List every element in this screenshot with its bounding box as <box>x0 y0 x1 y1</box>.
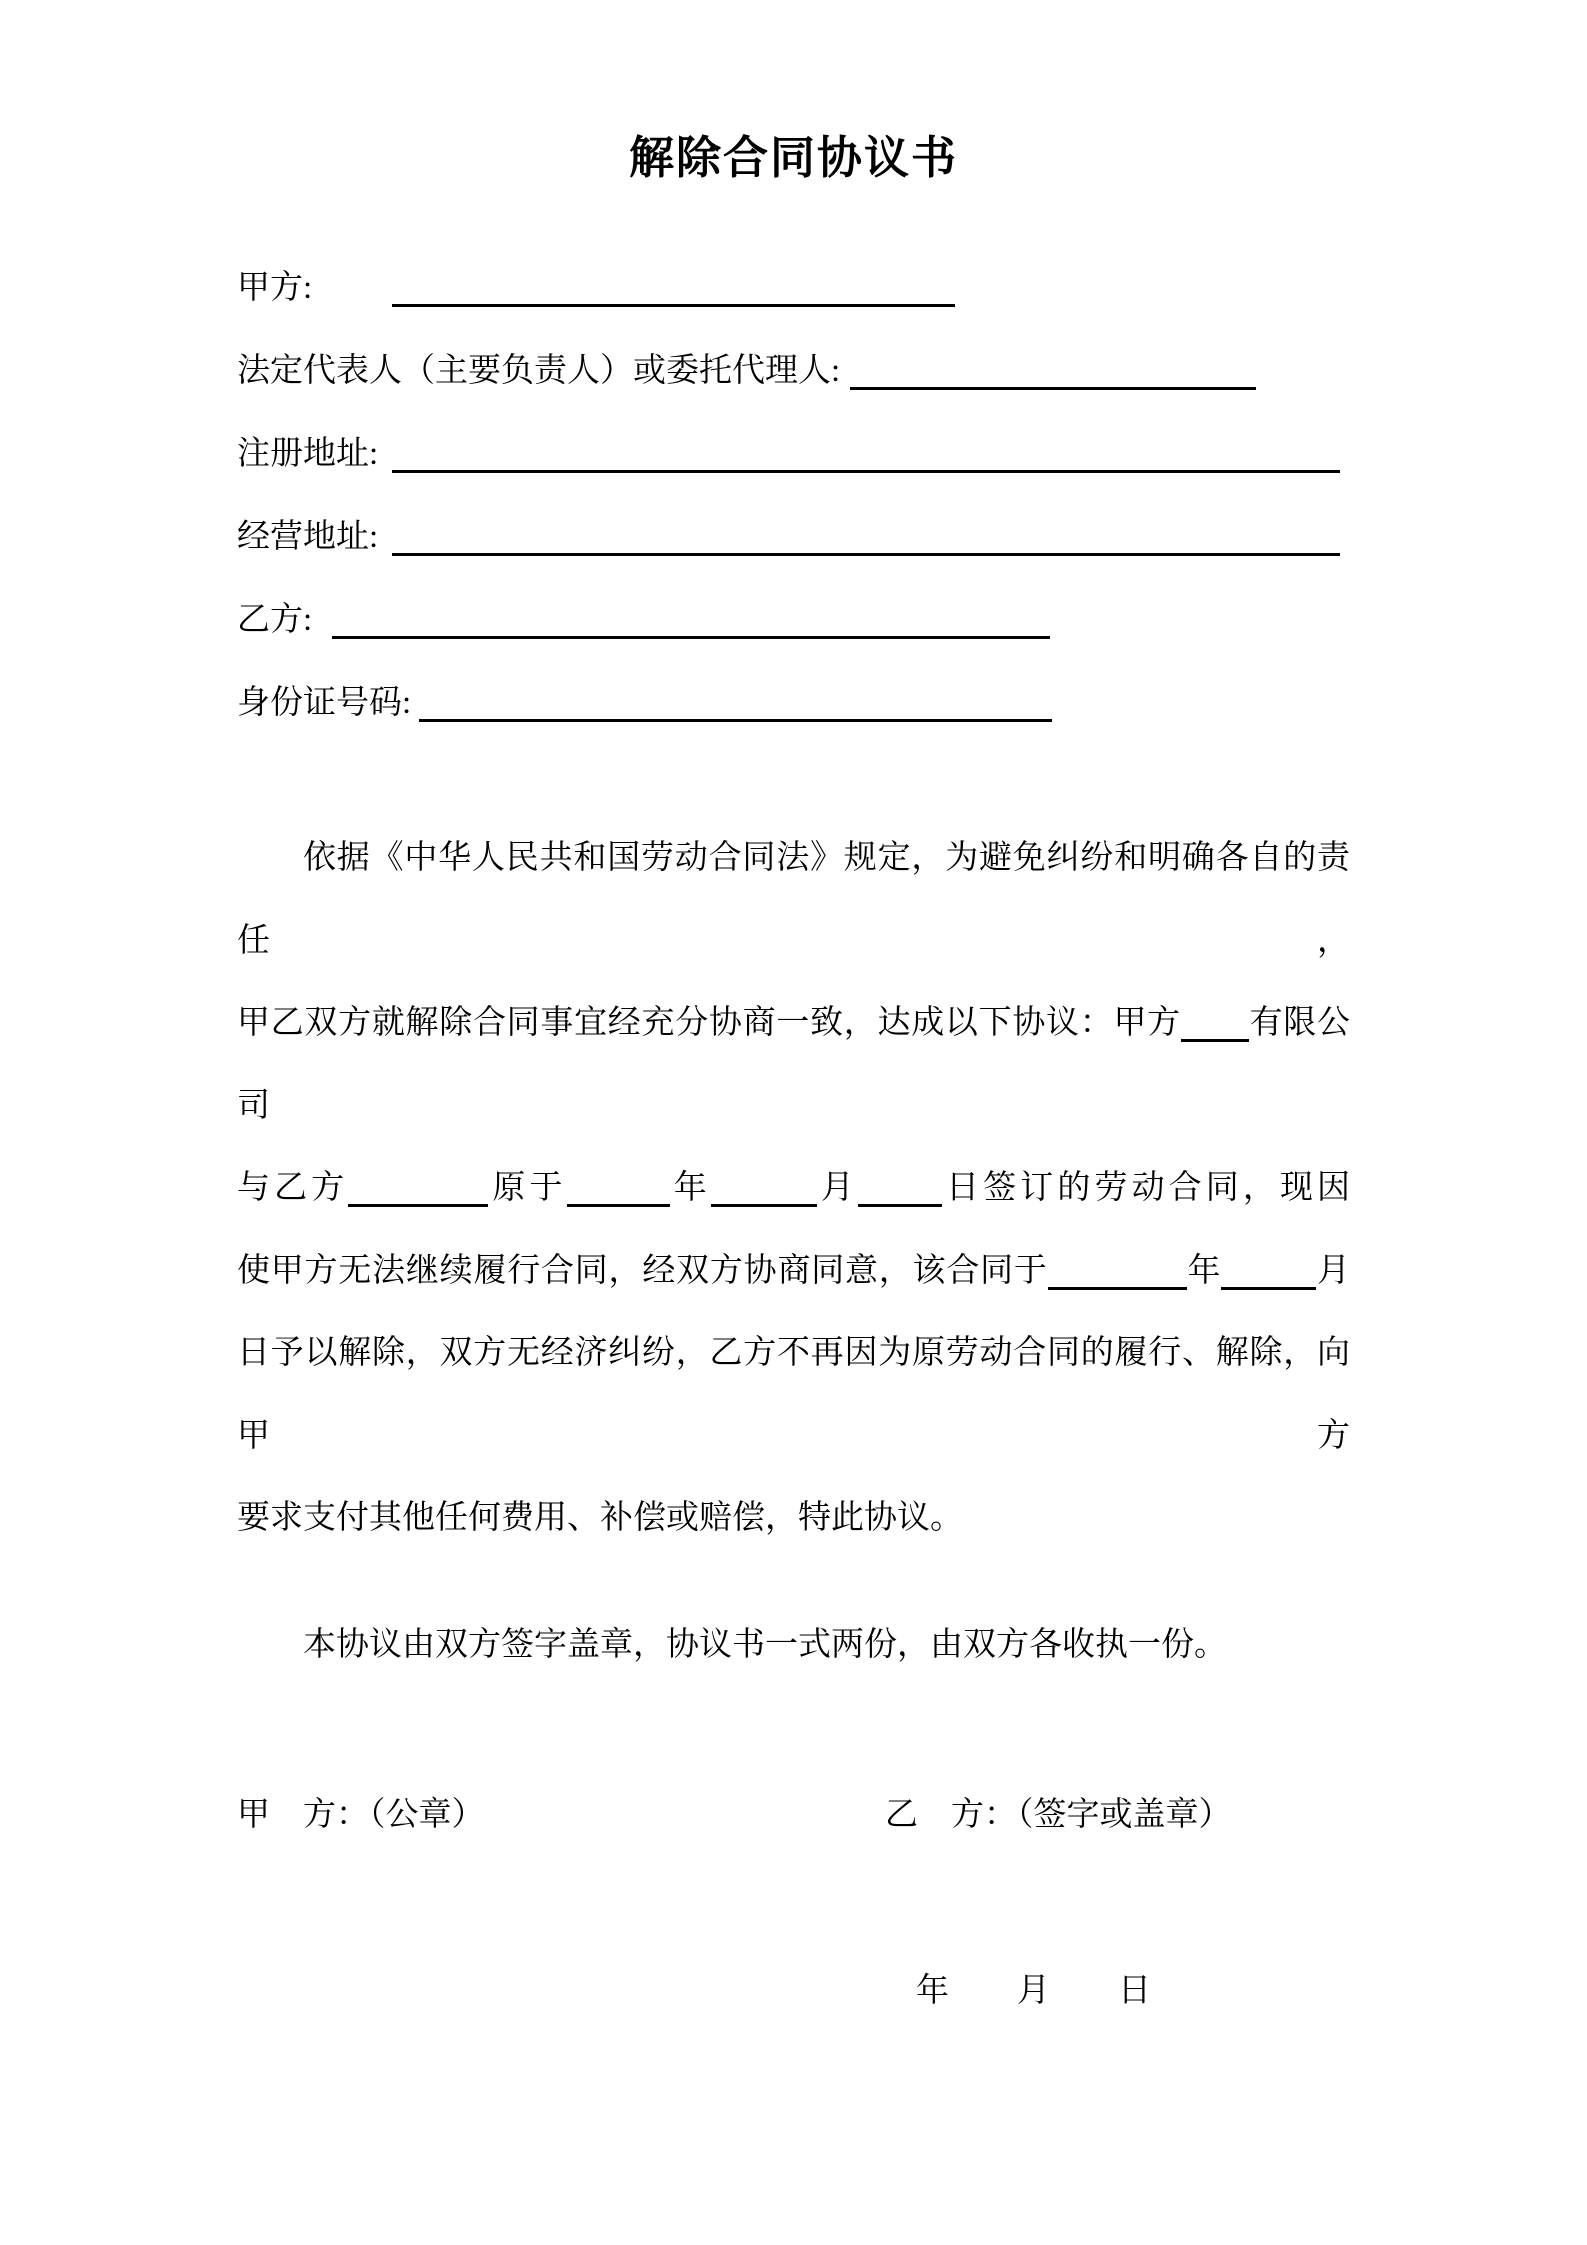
party-b-signature-label: 乙 方：（签字或盖章） <box>885 1797 1232 1833</box>
body-text: 日予以解除，双方无经济纠纷，乙方不再因为原劳动合同的履行、解除，向甲方 <box>237 1335 1350 1454</box>
body-line-4 <box>237 1230 1350 1313</box>
fill-in-blank <box>348 1204 488 1207</box>
closing-clause: 本协议由双方签字盖章，协议书一式两份，由双方各收执一份。 <box>303 1627 1227 1663</box>
party-a-signature-label: 甲 方：（公章） <box>237 1797 485 1833</box>
field-legal-representative-blank <box>850 387 1256 390</box>
agreement-body <box>237 817 1350 1560</box>
fill-in-blank <box>1181 1039 1249 1042</box>
field-business-address-label: 经营地址: <box>237 519 379 555</box>
field-business-address-blank <box>392 553 1340 556</box>
field-party-a-label: 甲方: <box>237 270 313 306</box>
body-line-2 <box>237 982 1350 1147</box>
field-id-number-blank <box>419 719 1052 722</box>
field-legal-representative <box>237 330 1350 413</box>
field-party-b <box>237 579 1350 662</box>
body-text: 日签订的劳动合同，现因 <box>942 1170 1351 1206</box>
fill-in-blank <box>711 1204 817 1207</box>
field-legal-representative-label: 法定代表人（主要负责人）或委托代理人: <box>237 353 841 389</box>
party-info-section <box>237 247 1350 745</box>
field-business-address <box>237 496 1350 579</box>
body-text: 要求支付其他任何费用、补偿或赔偿，特此协议。 <box>237 1500 963 1536</box>
field-id-number <box>237 662 1350 745</box>
body-text: 年 <box>669 1170 711 1206</box>
signature-section <box>237 1782 1350 1848</box>
body-text: 年 <box>1186 1252 1222 1289</box>
body-text: 依据《中华人民共和国劳动合同法》规定，为避免纠纷和明确各自的责任， <box>237 840 1350 959</box>
field-registered-address-blank <box>392 470 1340 473</box>
body-text: 甲乙双方就解除合同事宜经充分协商一致，达成以下协议：甲方 <box>237 1005 1181 1041</box>
body-text: 有限公司 <box>237 1005 1351 1124</box>
body-text: 原于 <box>488 1170 567 1206</box>
body-line-1 <box>237 817 1350 982</box>
field-party-a <box>237 247 1350 330</box>
body-text: 与乙方 <box>237 1170 349 1206</box>
year-label: 年 <box>916 1973 949 2009</box>
fill-in-blank <box>567 1204 670 1207</box>
month-label: 月 <box>1017 1973 1050 2009</box>
day-label: 日 <box>1118 1973 1151 2009</box>
date-line <box>916 1958 1151 2024</box>
body-text: 月 <box>1316 1252 1351 1289</box>
field-registered-address-label: 注册地址: <box>237 436 379 472</box>
fill-in-blank <box>1221 1287 1316 1290</box>
field-party-b-label: 乙方: <box>237 602 313 638</box>
body-line-3 <box>237 1147 1350 1230</box>
fill-in-blank <box>1048 1287 1187 1290</box>
field-id-number-label: 身份证号码: <box>237 685 412 721</box>
document-title: 解除合同协议书 <box>628 133 958 183</box>
body-text: 月 <box>816 1170 858 1206</box>
body-text: 使甲方无法继续履行合同，经双方协商同意，该合同于 <box>237 1252 1048 1289</box>
field-party-b-blank <box>332 636 1050 639</box>
body-line-6 <box>237 1477 1350 1560</box>
fill-in-blank <box>858 1204 942 1207</box>
field-registered-address <box>237 413 1350 496</box>
field-party-a-blank <box>392 304 955 307</box>
body-line-5 <box>237 1312 1350 1477</box>
